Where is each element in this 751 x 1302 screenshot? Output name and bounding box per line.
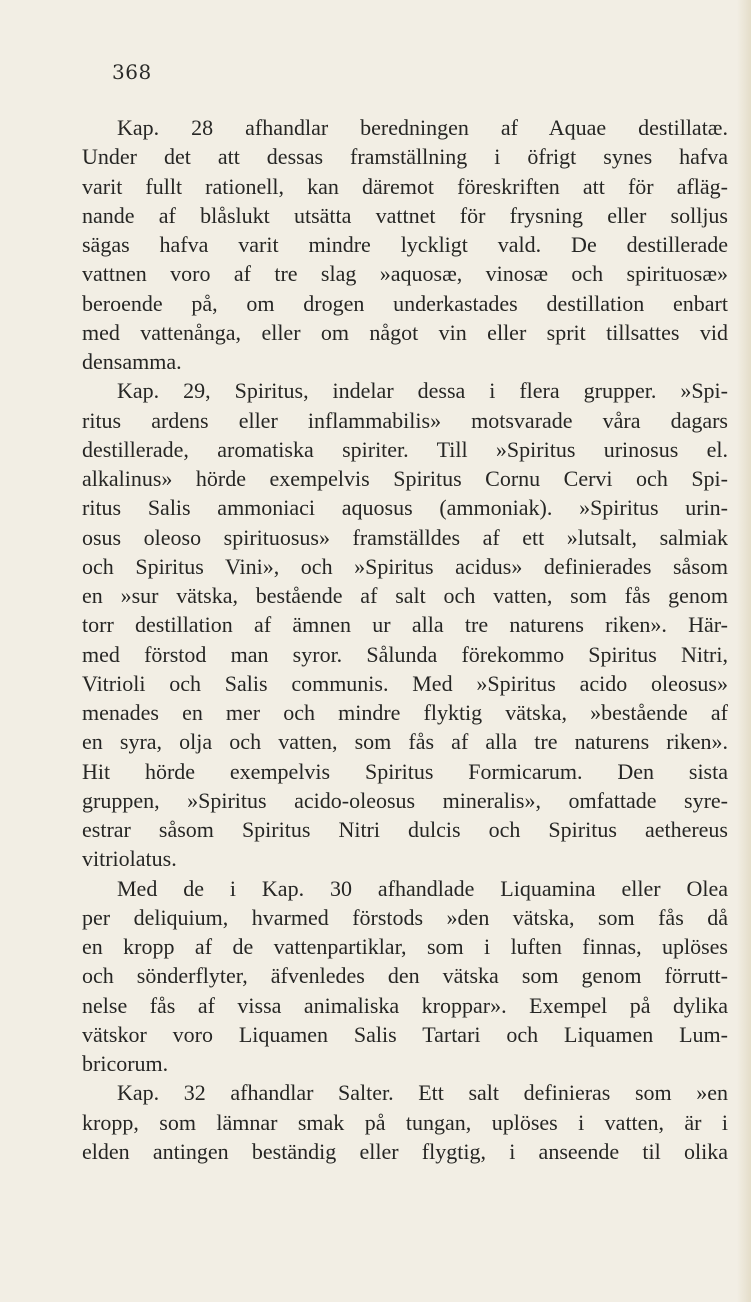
text-line: osus oleoso spirituosus» framställdes af ett »lutsalt, salmiak: [82, 524, 728, 550]
page-edge-shadow: [737, 0, 751, 1302]
text-line: per deliquium, hvarmed förstods »den vätska, som fås då: [82, 904, 728, 930]
text-line: Vitrioli och Salis communis. Med »Spiritus acido oleosus»: [82, 670, 728, 696]
text-line: densamma.: [82, 349, 182, 374]
text-line: Kap. 32 afhandlar Salter. Ett salt definieras som »en: [117, 1080, 728, 1106]
text-line: Kap. 28 afhandlar beredningen af Aquae destillatæ.: [117, 115, 728, 140]
text-line: vattnen voro af tre slag »aquosæ, vinosæ och spirituosæ»: [82, 261, 728, 287]
text-line: menades en mer och mindre flyktig vätska, »bestående af: [82, 700, 728, 725]
text-line: Med de i Kap. 30 afhandlade Liquamina eller Olea: [117, 875, 728, 901]
text-line: nande af blåslukt utsätta vattnet för frysning eller solljus: [82, 202, 728, 228]
text-line: sägas hafva varit mindre lyckligt vald. De destillerade: [82, 232, 728, 257]
text-line: vitriolatus.: [82, 846, 177, 872]
body-text: [82, 113, 728, 1166]
text-line: gruppen, »Spiritus acido-oleosus mineralis», omfattade syre-: [82, 787, 728, 813]
text-line: elden antingen beständig eller flygtig, i anseende til olika: [82, 1138, 728, 1164]
text-line: med vattenånga, eller om något vin eller sprit tillsattes vid: [82, 319, 728, 345]
text-line: Hit hörde exempelvis Spiritus Formicarum. Den sista: [82, 758, 728, 784]
text-line: estrar såsom Spiritus Nitri dulcis och Spiritus aethereus: [82, 817, 728, 842]
text-line: alkalinus» hörde exempelvis Spiritus Cornu Cervi och Spi-: [82, 466, 728, 491]
text-line: nelse fås af vissa animaliska kroppar». Exempel på dylika: [82, 992, 728, 1018]
text-line: torr destillation af ämnen ur alla tre naturens riken». Här-: [82, 612, 728, 638]
text-line: en »sur vätska, bestående af salt och vatten, som fås genom: [82, 583, 728, 608]
text-line: ritus ardens eller inflammabilis» motsvarade våra dagars: [82, 407, 728, 433]
text-line: med förstod man syror. Sålunda förekommo Spiritus Nitri,: [82, 641, 728, 667]
text-line: beroende på, om drogen underkastades destillation enbart: [82, 290, 728, 316]
text-line: ritus Salis ammoniaci aquosus (ammoniak). »Spiritus urin-: [82, 495, 728, 521]
page-number: 368: [112, 60, 152, 84]
text-line: bricorum.: [82, 1051, 169, 1076]
text-line: Kap. 29, Spiritus, indelar dessa i flera grupper. »Spi-: [117, 378, 728, 404]
text-line: vätskor voro Liquamen Salis Tartari och Liquamen Lum-: [82, 1021, 728, 1047]
text-line: varit fullt rationell, kan däremot föreskriften att för afläg-: [82, 173, 728, 199]
text-line: kropp, som lämnar smak på tungan, uplöses i vatten, är i: [82, 1109, 728, 1135]
text-line: och sönderflyter, äfvenledes den vätska som genom förrutt-: [82, 963, 728, 989]
text-line: destillerade, aromatiska spiriter. Till »Spiritus urinosus el.: [82, 436, 728, 462]
text-line: och Spiritus Vini», och »Spiritus acidus» definierades såsom: [82, 553, 728, 579]
text-line: Under det att dessas framställning i öfrigt synes hafva: [82, 144, 728, 170]
text-line: en kropp af de vattenpartiklar, som i luften finnas, uplöses: [82, 934, 728, 959]
text-line: en syra, olja och vatten, som fås af alla tre naturens riken».: [82, 729, 728, 755]
